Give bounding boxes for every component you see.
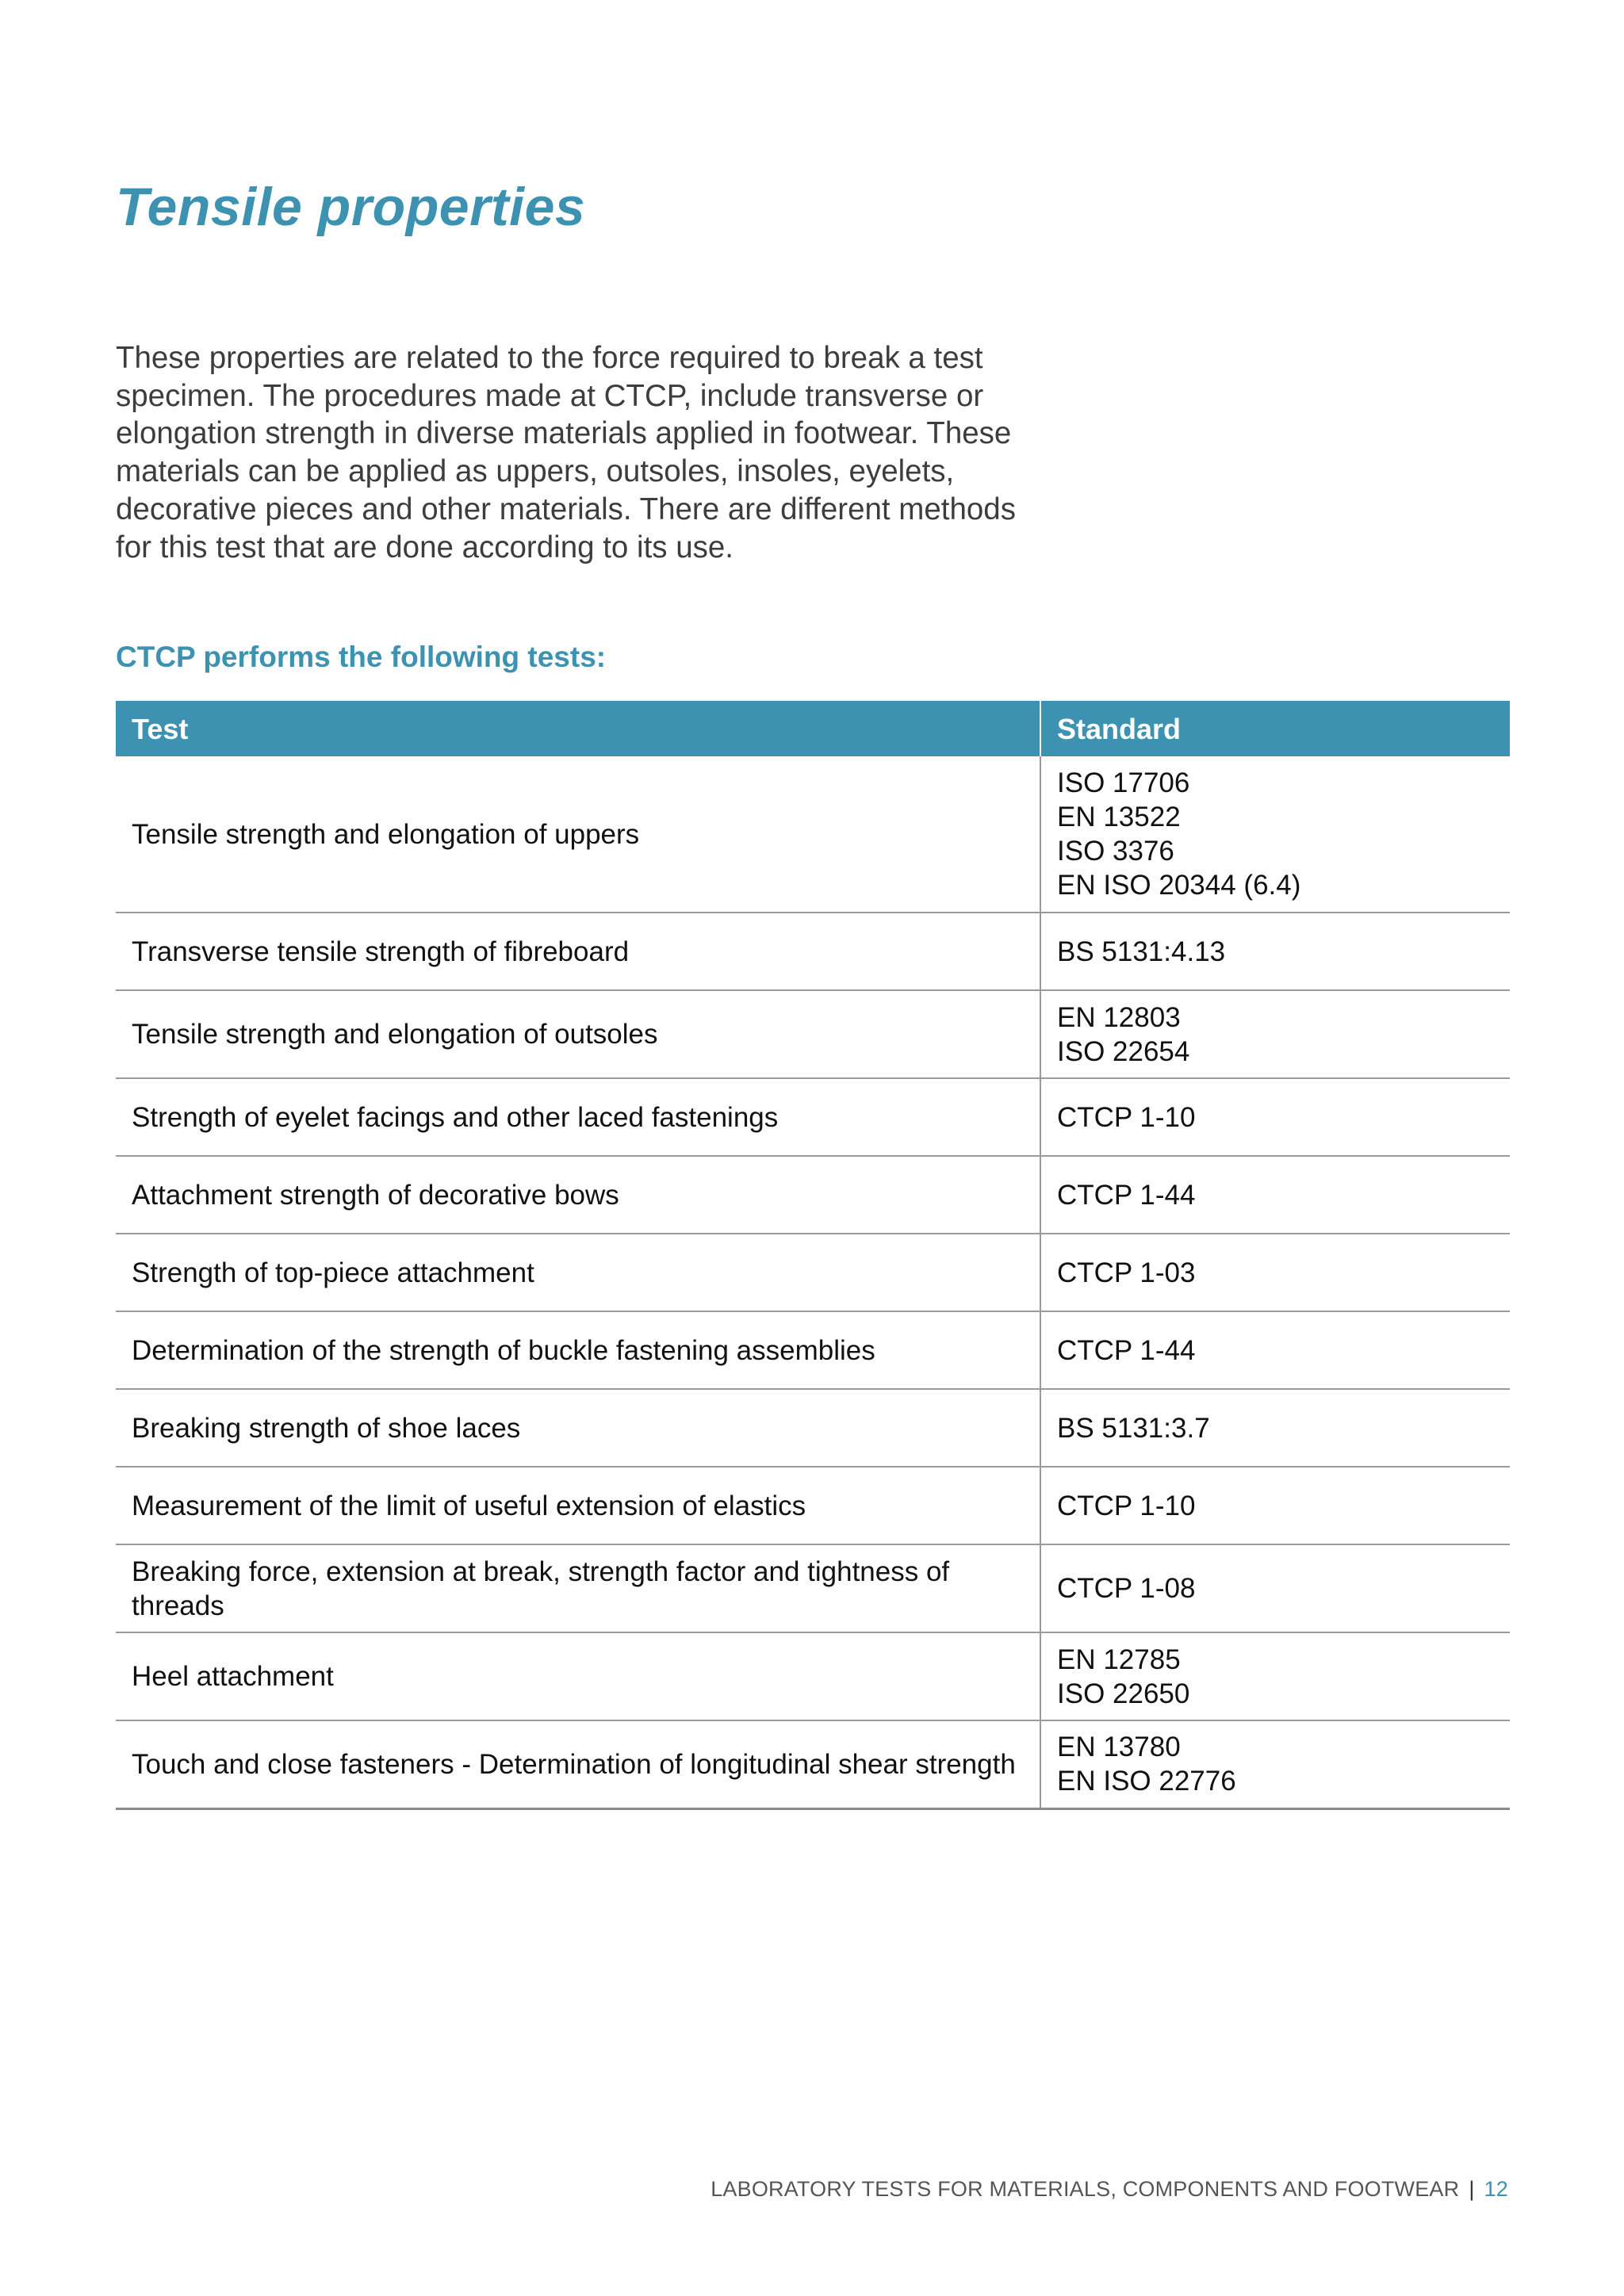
table-row bbox=[116, 756, 1510, 913]
standard-code: CTCP 1-44 bbox=[1057, 1179, 1196, 1211]
test-name: Attachment strength of decorative bows bbox=[116, 1156, 1040, 1234]
table-row bbox=[116, 1544, 1510, 1632]
table-row bbox=[116, 1632, 1510, 1720]
standard-code: BS 5131:4.13 bbox=[1057, 936, 1226, 967]
footer-label: LABORATORY TESTS FOR MATERIALS, COMPONENTS AND FOOTWEAR bbox=[710, 2177, 1460, 2201]
test-name: Measurement of the limit of useful extension of elastics bbox=[116, 1467, 1040, 1544]
page-title: Tensile properties bbox=[116, 177, 586, 237]
tests-table bbox=[116, 701, 1510, 1810]
standard-code: EN 13780 bbox=[1057, 1732, 1181, 1763]
header-test: Test bbox=[116, 701, 1040, 756]
tests-subheading: CTCP performs the following tests: bbox=[116, 641, 607, 673]
standard-cell bbox=[1040, 1467, 1510, 1544]
standard-cell bbox=[1040, 1311, 1510, 1389]
standard-code: EN 13522 bbox=[1057, 802, 1181, 832]
standard-cell bbox=[1040, 1156, 1510, 1234]
intro-paragraph: These properties are related to the force required to break a test specimen. The procedures made at CTCP, include transverse or elongation strength in diverse materials applied in footwear. These materials can be applied as uppers, outsoles, insoles, eyelets, decorative pieces and other materials. There are different methods for this test that are done according to its use. bbox=[116, 341, 1016, 564]
table-row bbox=[116, 1156, 1510, 1234]
standard-code: ISO 17706 bbox=[1057, 767, 1190, 798]
standard-cell bbox=[1040, 756, 1510, 913]
standard-code: ISO 22654 bbox=[1057, 1035, 1190, 1067]
table-row bbox=[116, 990, 1510, 1078]
test-name: Strength of eyelet facings and other laced fastenings bbox=[116, 1078, 1040, 1156]
standard-code: CTCP 1-03 bbox=[1057, 1257, 1196, 1288]
footer-separator: | bbox=[1469, 2177, 1475, 2201]
standard-code: ISO 22650 bbox=[1057, 1678, 1190, 1709]
standard-code: ISO 3376 bbox=[1057, 836, 1174, 867]
test-name: Breaking force, extension at break, strength factor and tightness of threads bbox=[116, 1544, 1040, 1632]
test-name: Tensile strength and elongation of uppers bbox=[116, 756, 1040, 913]
test-name: Heel attachment bbox=[116, 1632, 1040, 1720]
table-row bbox=[116, 1720, 1510, 1808]
standard-code: EN 12785 bbox=[1057, 1644, 1181, 1675]
standard-code: CTCP 1-10 bbox=[1057, 1490, 1196, 1521]
standard-cell bbox=[1040, 913, 1510, 990]
test-name: Touch and close fasteners - Determination of longitudinal shear strength bbox=[116, 1720, 1040, 1808]
standard-cell bbox=[1040, 1234, 1510, 1311]
table-row bbox=[116, 1078, 1510, 1156]
standard-code: EN ISO 22776 bbox=[1057, 1766, 1236, 1797]
table-row bbox=[116, 1311, 1510, 1389]
header-standard: Standard bbox=[1040, 701, 1510, 756]
standard-code: CTCP 1-08 bbox=[1057, 1573, 1196, 1604]
test-name: Determination of the strength of buckle fastening assemblies bbox=[116, 1311, 1040, 1389]
table-row bbox=[116, 1389, 1510, 1467]
page-number: 12 bbox=[1484, 2177, 1508, 2201]
standard-code: EN 12803 bbox=[1057, 1001, 1181, 1033]
standard-cell bbox=[1040, 1078, 1510, 1156]
standard-cell bbox=[1040, 1720, 1510, 1808]
table-row bbox=[116, 1467, 1510, 1544]
test-name: Tensile strength and elongation of outsoles bbox=[116, 990, 1040, 1078]
test-name: Breaking strength of shoe laces bbox=[116, 1389, 1040, 1467]
standard-code: BS 5131:3.7 bbox=[1057, 1412, 1210, 1444]
standard-cell bbox=[1040, 1389, 1510, 1467]
standard-cell bbox=[1040, 1632, 1510, 1720]
standard-cell bbox=[1040, 1544, 1510, 1632]
standard-code: CTCP 1-44 bbox=[1057, 1334, 1196, 1366]
table-header-row bbox=[116, 701, 1510, 756]
test-name: Strength of top-piece attachment bbox=[116, 1234, 1040, 1311]
table-row bbox=[116, 913, 1510, 990]
standard-cell bbox=[1040, 990, 1510, 1078]
table-row bbox=[116, 1234, 1510, 1311]
test-name: Transverse tensile strength of fibreboard bbox=[116, 913, 1040, 990]
standard-code: EN ISO 20344 (6.4) bbox=[1057, 870, 1301, 901]
standard-code: CTCP 1-10 bbox=[1057, 1101, 1196, 1133]
page-footer bbox=[710, 2177, 1508, 2202]
